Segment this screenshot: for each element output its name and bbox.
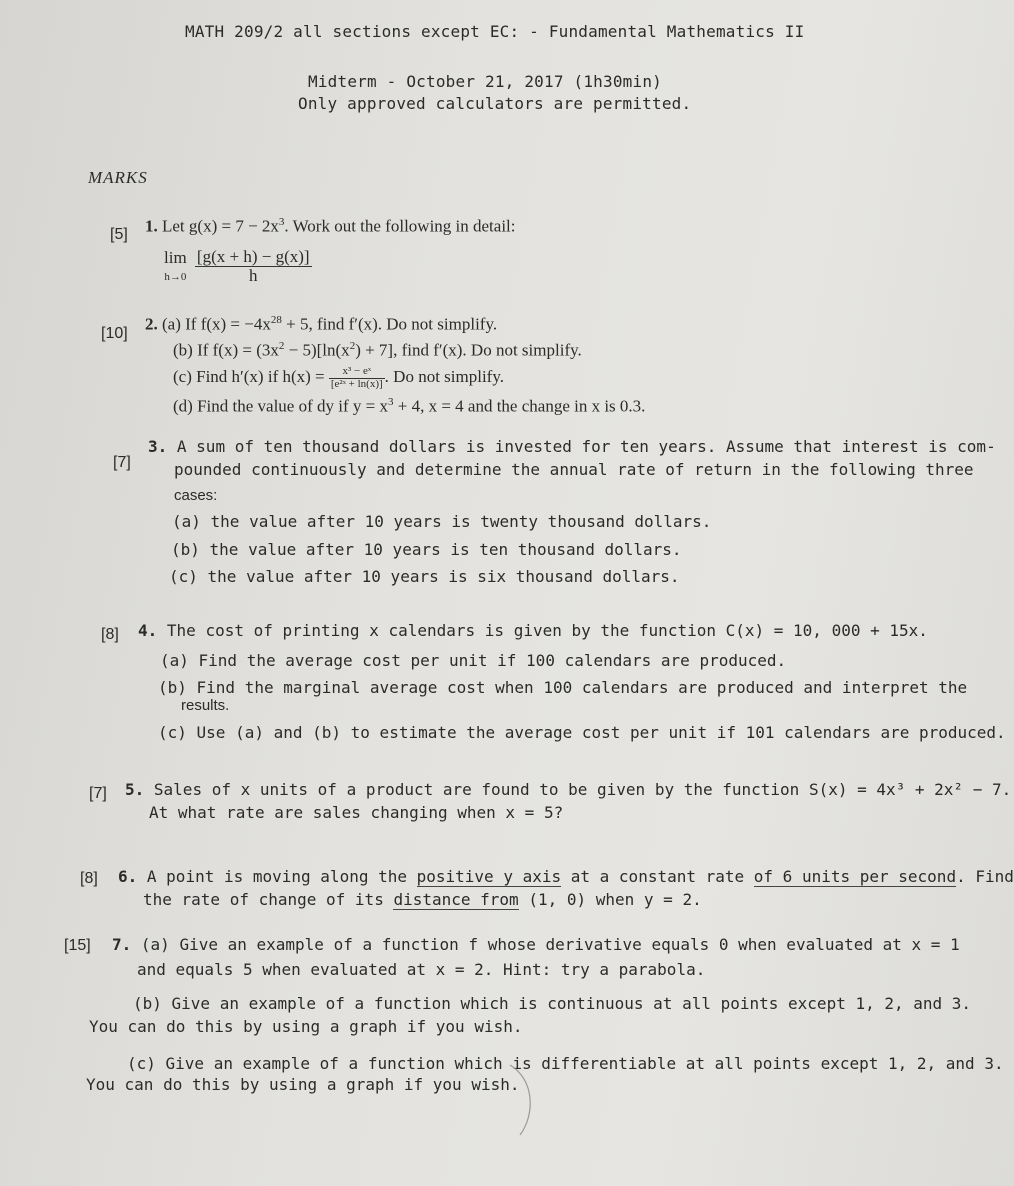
- q1-text: 1. Let $g(x) = 7 - 2x^3$. Work out the following in detail:: [145, 216, 516, 236]
- q3-a: (a) the value after 10 years is twenty thousand dollars.: [172, 512, 712, 531]
- q7-c1: (c) Give an example of a function which is differentiable at all points except 1, 2, and 3.: [127, 1054, 1004, 1073]
- q7-c2: You can do this by using a graph if you wish.: [86, 1075, 520, 1094]
- q5-mark: [7]: [89, 785, 107, 802]
- q4-a: (a) Find the average cost per unit if 100 calendars are produced.: [160, 651, 787, 670]
- q2-a: 2. (a) If $f(x) = -4x^{28} + 5$, find f′(x). Do not simplify.: [145, 314, 498, 334]
- q7-mark: [15]: [64, 937, 91, 954]
- q3-line3: cases:: [174, 487, 218, 504]
- q4-b2: results.: [181, 697, 230, 714]
- exam-date: Midterm - October 21, 2017 (1h30min): [308, 72, 662, 91]
- q7-a2: and equals 5 when evaluated at x = 2. Hint: try a parabola.: [137, 960, 706, 979]
- q4-b1: (b) Find the marginal average cost when 100 calendars are produced and interpret the: [158, 678, 968, 697]
- q4-mark: [8]: [101, 626, 119, 643]
- course-title: MATH 209/2 all sections except EC: - Fundamental Mathematics II: [185, 22, 805, 41]
- q3-mark: [7]: [113, 454, 131, 471]
- q4-line1: 4. The cost of printing x calendars is given by the function C(x) = 10, 000 + 15x.: [138, 621, 928, 640]
- q3-line1: 3. A sum of ten thousand dollars is invested for ten years. Assume that interest is com-: [148, 437, 996, 456]
- q2-b: (b) If $f(x) = (3x^2 - 5)[\ln(x^2) + 7]$, find f′(x). Do not simplify.: [173, 340, 582, 360]
- q3-b: (b) the value after 10 years is ten thousand dollars.: [171, 540, 682, 559]
- q7-b2: You can do this by using a graph if you wish.: [89, 1017, 523, 1036]
- q2-c: (c) Find h′(x) if h(x) = $\frac{\text{x³ − eˣ}}{\text{[e²ˣ + ln(x)]}}$ . Do not simplify.: [173, 365, 504, 390]
- q2-mark: [10]: [101, 325, 128, 342]
- q4-c: (c) Use (a) and (b) to estimate the average cost per unit if 101 calendars are produced.: [158, 723, 1006, 742]
- q7-b1: (b) Give an example of a function which is continuous at all points except 1, 2, and 3.: [133, 994, 972, 1013]
- q5-line2: At what rate are sales changing when x = 5?: [149, 803, 564, 822]
- q6-line2: the rate of change of its distance from (1, 0) when y = 2.: [143, 890, 702, 909]
- pencil-mark: [505, 1060, 545, 1140]
- q1-mark: [5]: [110, 226, 128, 243]
- marks-heading: MARKS: [88, 168, 148, 187]
- q2-d: (d) Find the value of dy if $y = x^3 + 4$, x = 4 and the change in x is 0.3.: [173, 396, 646, 416]
- calculator-note: Only approved calculators are permitted.: [298, 94, 692, 113]
- q7-a1: 7. (a) Give an example of a function f whose derivative equals 0 when evaluated at x = 1: [112, 935, 960, 954]
- q6-mark: [8]: [80, 870, 98, 887]
- q3-line2: pounded continuously and determine the annual rate of return in the following three: [174, 460, 974, 479]
- q3-c: (c) the value after 10 years is six thousand dollars.: [169, 567, 680, 586]
- q1-limit: lim h→0 $\frac{[g(x + h) - g(x)]}{h}$: [164, 247, 310, 285]
- q5-line1: 5. Sales of x units of a product are found to be given by the function S(x) = 4x³ + 2x² − 7.: [125, 780, 1012, 799]
- q6-line1: 6. A point is moving along the positive y axis at a constant rate of 6 units per second. Find: [118, 867, 1014, 886]
